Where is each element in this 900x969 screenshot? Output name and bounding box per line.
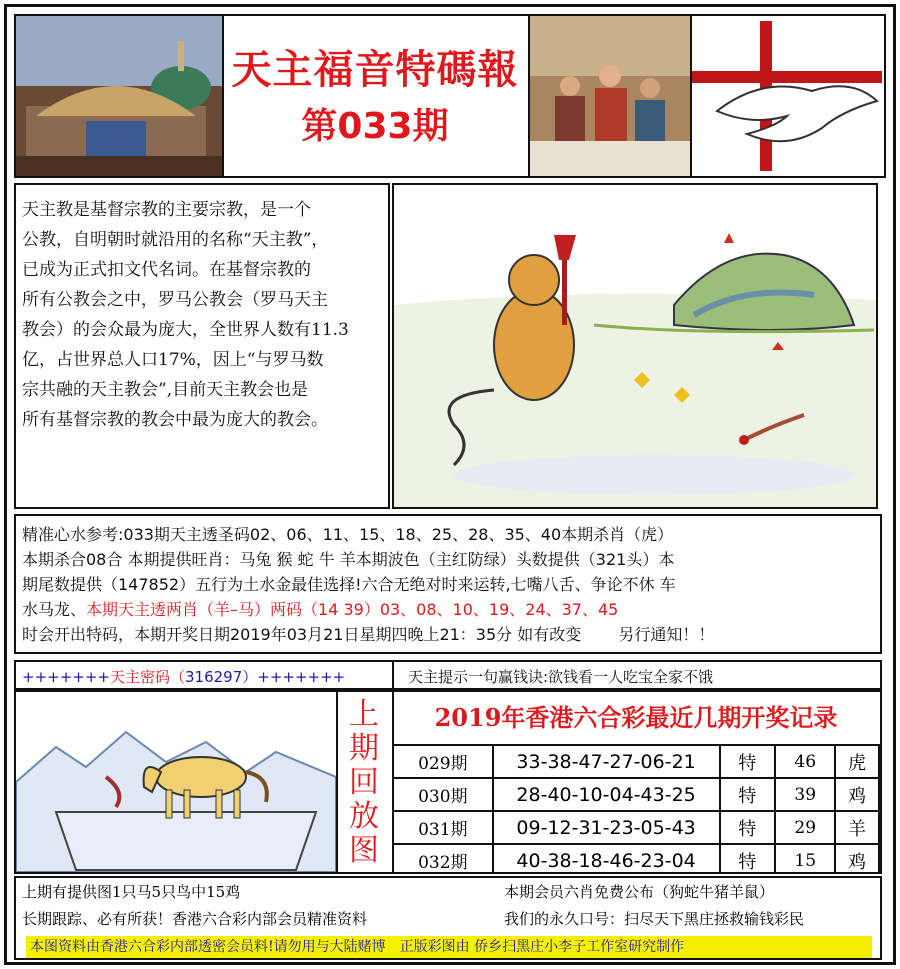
issue-cell: 032期 <box>394 844 493 874</box>
records-title: 2019年香港六合彩最近几期开奖记录 <box>434 703 838 732</box>
replay-char: 回 <box>349 765 379 800</box>
issue-cell: 029期 <box>394 745 493 778</box>
last-supper-painting <box>530 14 692 178</box>
table-row <box>394 745 879 778</box>
secret-code: 316297 <box>185 668 243 686</box>
secret-label: 天主密码（ <box>109 668 185 686</box>
animal-cell: 羊 <box>835 811 879 844</box>
tips-highlight: 本期天主透两肖（羊–马）两码（14 39）03、08、10、19、24、37、45 <box>86 600 619 619</box>
intro-line: 已成为正式扣文代名词。在基督宗教的 <box>22 260 311 280</box>
intro-line: 所有基督宗教的教会中最为庞大的教会。 <box>22 410 328 430</box>
special-cell: 39 <box>775 778 835 811</box>
tips-line: 本期杀合08合 本期提供旺肖：马兔 猴 蛇 牛 羊本期波色（主红防绿）头数提供（321头）本 <box>22 550 675 569</box>
hint-box <box>394 660 882 690</box>
secret-prefix: +++++++ <box>22 668 110 686</box>
footer-box <box>14 876 882 960</box>
issue-cell: 030期 <box>394 778 493 811</box>
tips-box <box>14 514 882 654</box>
animal-cell: 虎 <box>835 745 879 778</box>
numbers-cell: 09-12-31-23-05-43 <box>493 811 720 844</box>
replay-char: 放 <box>349 799 379 834</box>
intro-text-box <box>14 183 390 509</box>
footer-left-1: 上期有提供图1只马5只鸟中15鸡 <box>22 883 241 901</box>
animal-cell: 鸡 <box>835 844 879 874</box>
footer-left-2: 长期跟踪、必有所获！香港六合彩内部会员精准资料 <box>22 910 368 928</box>
intro-line: 宗共融的天主教会”,目前天主教会也是 <box>22 380 309 400</box>
tips-text: 水马龙、 <box>22 600 87 619</box>
intro-line: 公教，自明朝时就沿用的名称“天主教”， <box>22 230 329 250</box>
issue-cell: 031期 <box>394 811 493 844</box>
horse-cartoon <box>14 690 338 874</box>
tips-line: 时会开出特码，本期开奖日期2019年03月21日星期四晚上21：35分 如有改变 另行通知！！ <box>22 625 715 644</box>
te-cell: 特 <box>720 778 776 811</box>
page-title: 天主福音特碼報 <box>231 47 519 93</box>
footer-right-2: 我们的永久口号：扫尽天下黑庄拯救输钱彩民 <box>504 910 805 928</box>
tips-line: 期尾数提供（147852）五行为土水金最佳选择!六合无绝对时来运转,七嘴八舌、争论不休 车 <box>22 575 676 594</box>
special-cell: 46 <box>775 745 835 778</box>
table-row <box>394 844 879 874</box>
tips-line: 精准心水参考:033期天主透圣码02、06、11、15、18、25、28、35、40本期杀肖（虎） <box>22 525 674 544</box>
te-cell: 特 <box>720 811 776 844</box>
table-row <box>394 811 879 844</box>
intro-line: 天主教是基督宗教的主要宗教，是一个 <box>22 200 311 220</box>
te-cell: 特 <box>720 745 776 778</box>
hint-text: 天主提示一句赢钱诀:欲钱看一人吃宝全家不饿 <box>408 668 714 686</box>
intro-line: 教会）的会众最为庞大，全世界人数有11.3 <box>22 320 349 340</box>
footer-right-1: 本期会员六肖免费公布（狗蛇牛猪羊鼠） <box>504 883 775 901</box>
rat-cartoon <box>392 183 878 509</box>
title-panel <box>224 14 530 178</box>
secret-code-box <box>14 660 394 690</box>
replay-label-box <box>338 690 394 874</box>
numbers-cell: 40-38-18-46-23-04 <box>493 844 720 874</box>
replay-char: 上 <box>349 697 379 732</box>
table-row <box>394 778 879 811</box>
records-box <box>394 690 882 874</box>
intro-line: 所有公教会之中，罗马公教会（罗马天主 <box>22 290 328 310</box>
cathedral-photo <box>14 14 224 178</box>
replay-char: 期 <box>349 731 379 766</box>
te-cell: 特 <box>720 844 776 874</box>
special-cell: 29 <box>775 811 835 844</box>
secret-suffix: ）+++++++ <box>242 668 346 686</box>
tips-line <box>22 597 714 622</box>
numbers-cell: 28-40-10-04-43-25 <box>493 778 720 811</box>
intro-line: 亿，占世界总人口17%，因上“与罗马数 <box>22 350 324 370</box>
numbers-cell: 33-38-47-27-06-21 <box>493 745 720 778</box>
issue-number: 第033期 <box>301 106 449 147</box>
replay-char: 图 <box>349 833 379 868</box>
footer-banner: 本图资料由香港六合彩内部透密会员料!请勿用与大陆赌博 正版彩图由 侨乡扫黑庄小李子工作室研究制作 <box>26 936 872 958</box>
cross-dove-image <box>692 14 886 178</box>
records-table <box>394 744 880 874</box>
animal-cell: 鸡 <box>835 778 879 811</box>
special-cell: 15 <box>775 844 835 874</box>
